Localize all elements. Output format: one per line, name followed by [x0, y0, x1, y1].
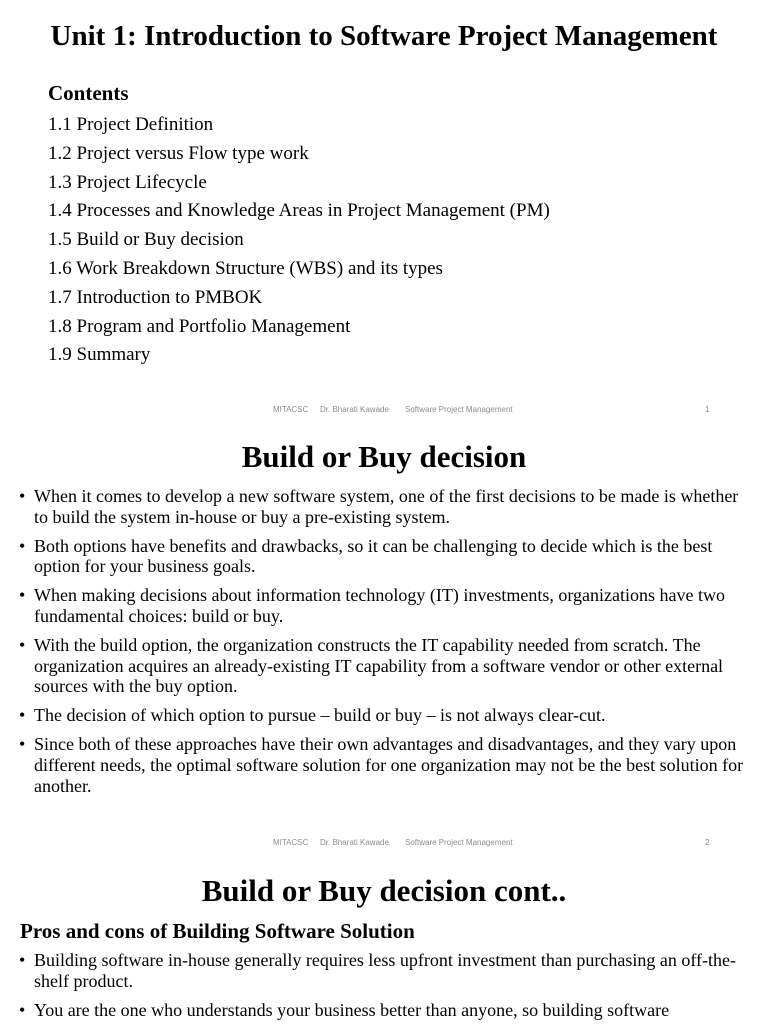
slide-1 [0, 0, 768, 433]
slide-3 [0, 866, 768, 1024]
footer-author: Dr. Bharati Kawade [320, 405, 389, 414]
bullet-text: You are the one who understands your business better than anyone, so building software [34, 999, 670, 1020]
bullet-item [0, 486, 745, 528]
slide-title: Unit 1: Introduction to Software Project Management [50, 20, 718, 52]
bullet-item [0, 536, 745, 578]
contents-item: 1.1 Project Definition [48, 114, 214, 135]
bullet-text: With the build option, the organization constructs the IT capability needed from scratch. The organization acquires an already-existing IT capability from a software vendor or other external sources with the buy option. [34, 634, 724, 697]
slide-2 [0, 433, 768, 866]
contents-item: 1.7 Introduction to PMBOK [48, 286, 263, 308]
footer-org: MITACSC [273, 405, 309, 414]
contents-item: 1.9 Summary [48, 344, 151, 366]
contents-item: 1.3 Project Lifecycle [48, 171, 207, 193]
footer-course: Software Project Management [405, 838, 513, 847]
slide-footer [0, 405, 768, 417]
footer-course: Software Project Management [405, 405, 513, 414]
slide-subheading: Pros and cons of Building Software Solution [20, 919, 415, 943]
bullet-item [0, 635, 745, 697]
slide-title: Build or Buy decision [241, 439, 527, 474]
bullet-icon: • [19, 950, 26, 970]
bullet-text: Both options have benefits and drawbacks, so it can be challenging to decide which is the best option for your business goals. [34, 535, 713, 577]
contents-item: 1.5 Build or Buy decision [48, 229, 244, 251]
bullet-text: Since both of these approaches have their own advantages and disadvantages, and they vary upon different needs, the optimal software solution for one organization may not be the best solution for another. [34, 733, 744, 796]
bullet-text: The decision of which option to pursue – build or buy – is not always clear-cut. [34, 705, 606, 726]
bullet-text: Building software in-house generally requires less upfront investment than purchasing an off-the-shelf product. [34, 950, 736, 991]
contents-item: 1.4 Processes and Knowledge Areas in Project Management (PM) [48, 200, 550, 222]
contents-item: 1.8 Program and Portfolio Management [48, 315, 351, 337]
bullet-text: When it comes to develop a new software system, one of the first decisions to be made is whether to build the system in-house or buy a pre-existing system. [34, 486, 739, 527]
bullet-item [0, 734, 745, 796]
footer-org: MITACSC [273, 838, 309, 847]
bullet-icon: • [19, 585, 26, 606]
slide-footer [0, 838, 768, 850]
bullet-icon: • [19, 486, 26, 506]
bullet-list [0, 486, 745, 804]
bullet-icon: • [19, 634, 26, 655]
slide-title: Build or Buy decision cont.. [201, 873, 567, 908]
bullet-item [0, 585, 745, 627]
footer-page-number: 2 [705, 838, 710, 847]
contents-item: 1.6 Work Breakdown Structure (WBS) and its types [48, 257, 443, 279]
bullet-item [0, 950, 745, 992]
bullet-item [0, 1000, 745, 1021]
contents-item: 1.2 Project versus Flow type work [48, 142, 309, 164]
bullet-icon: • [19, 705, 26, 726]
bullet-icon: • [19, 999, 26, 1020]
bullet-icon: • [19, 535, 26, 556]
bullet-item [0, 705, 745, 726]
contents-heading: Contents [48, 81, 129, 105]
bullet-text: When making decisions about information technology (IT) investments, organizations have two fundamental choices: build or buy. [34, 585, 726, 626]
bullet-icon: • [19, 733, 26, 754]
footer-page-number: 1 [705, 405, 710, 414]
footer-author: Dr. Bharati Kawade [320, 838, 389, 847]
bullet-list [0, 950, 745, 1028]
contents-list [48, 111, 550, 370]
